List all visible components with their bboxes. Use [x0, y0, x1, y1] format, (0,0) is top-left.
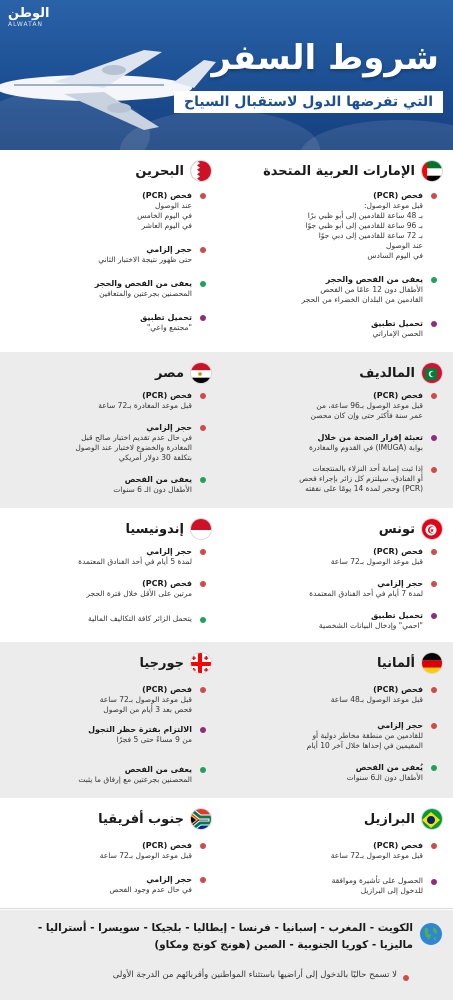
maldives-flag-icon	[421, 362, 443, 384]
bahrain-flag-icon	[190, 160, 212, 182]
divider	[0, 908, 453, 909]
requirement-item: يعفى من الفحص والحجر الأطفال دون 12 عامًا من الفحص القادمين من البلدان الخضراء من الحجر	[237, 274, 423, 305]
requirement-item: تحميل تطبيق "احمي" وإدخال البيانات الشخصية	[237, 610, 423, 631]
germany-flag-icon	[421, 652, 443, 674]
country-card-uae	[231, 150, 453, 352]
country-name: المالديف	[359, 365, 415, 381]
requirement-item: حجر إلزامي حتى ظهور نتيجة الاختبار الثاني	[6, 244, 192, 265]
requirement-item: فحص (PCR) قبل موعد الوصول بـ48 ساعة	[237, 684, 423, 705]
cloud-shape	[300, 120, 453, 150]
uae-flag-icon	[421, 160, 443, 182]
country-card-egypt	[0, 352, 222, 508]
country-card-brazil	[231, 798, 453, 910]
airplane-icon	[0, 30, 224, 140]
south-africa-flag-icon	[190, 808, 212, 830]
requirement-item: يعفى من الفحص الأطفال دون الـ 6 سنوات	[6, 474, 192, 495]
country-name: تونس	[378, 521, 415, 537]
section-uae-bahrain	[0, 150, 453, 352]
requirement-item: يعفى من الفحص والحجر المحصنين بجرعتين والمتعافين	[6, 278, 192, 299]
egypt-flag-icon	[190, 362, 212, 384]
country-name: البحرين	[135, 163, 184, 179]
requirement-item: تحميل تطبيق "مجتمع واعي"	[6, 312, 192, 333]
restricted-countries-panel	[0, 910, 453, 1000]
bullet-dot	[403, 975, 409, 981]
brand-logo: الوطن ALWATAN	[8, 6, 50, 28]
requirement-item: فحص (PCR) قبل موعد الوصول بـ72 ساعة فحص بعد 3 أيام من الوصول	[6, 684, 192, 715]
requirement-item: تحميل تطبيق الحصن الإماراتي	[237, 318, 423, 339]
requirement-item: حجر إلزامي للقادمين من منطقة مخاطر دولية أو المقيمين في إحداها خلال آخر 10 أيام	[237, 720, 423, 751]
requirement-item: حجر إلزامي في حال عدم تقديم اختبار صالح قبل المغادرة والخضوع لاختبار عند الوصول بتكلفة 30 دولار أمريكي	[6, 422, 192, 463]
country-card-georgia	[0, 642, 222, 798]
requirement-item: فحص (PCR) قبل موعد المغادرة بـ72 ساعة	[6, 390, 192, 411]
requirement-item: حجر إلزامي لمدة 5 أيام في أحد الفنادق المعتمدة	[6, 546, 192, 567]
country-card-tunisia	[231, 508, 453, 642]
requirement-item: يتحمل الزائر كافة التكاليف المالية	[6, 614, 192, 624]
globe-icon	[419, 922, 443, 946]
indonesia-flag-icon	[190, 518, 212, 540]
requirement-item: يُعفى من الفحص الأطفال دون الـ6 سنوات	[237, 762, 423, 783]
country-name: إندونيسيا	[125, 521, 184, 537]
requirement-item: فحص (PCR) قبل موعد الوصول بـ96 ساعة، من عمر سنة فأكثر حتى وإن كان محصن	[237, 390, 423, 421]
country-card-maldives	[231, 352, 453, 508]
requirement-item: حجر إلزامي في حال عدم وجود الفحص	[6, 874, 192, 895]
tunisia-flag-icon	[421, 518, 443, 540]
restriction-note: لا تسمح حاليًا بالدخول إلى أراضيها باستثناء المواطنين وأقربائهم من الدرجة الأولى	[112, 970, 397, 980]
requirement-item: الالتزام بفترة حظر التجول من 9 مساءً حتى 5 فجرًا	[6, 724, 192, 745]
requirement-item: حجر إلزامي لمدة 7 أيام في أحد الفنادق المعتمدة	[237, 578, 423, 599]
country-name: مصر	[155, 365, 184, 381]
country-name: جورجيا	[139, 655, 184, 671]
requirement-item: فحص (PCR) مرتين على الأقل خلال فترة الحجر	[6, 578, 192, 599]
header-banner	[0, 0, 453, 150]
page-subtitle: التي تفرضها الدول لاستقبال السياح	[174, 91, 443, 113]
section-germany-georgia	[0, 642, 453, 798]
georgia-flag-icon	[190, 652, 212, 674]
requirement-item: يعفى من الفحص المحصنين بجرعتين مع إرفاق ما يثبت	[6, 764, 192, 785]
requirement-item: فحص (PCR) قبل موعد الوصول بـ72 ساعة	[6, 840, 192, 861]
country-card-south-africa	[0, 798, 222, 910]
section-maldives-egypt	[0, 352, 453, 508]
requirement-item: تعبئة إقرار الصحة من خلال بوابة (IMUGA) في القدوم والمغادرة	[237, 432, 423, 453]
country-name: ألمانيا	[376, 655, 415, 671]
country-card-indonesia	[0, 508, 222, 642]
country-name: الإمارات العربية المتحدة	[263, 163, 415, 179]
requirement-item: إذا ثبت إصابة أحد النزلاء بالمنتجعات أو الفنادق، سيلتزم كل زائر بإجراء فحص (PCR) وحجر لمدة 14 يومًا على نفقته	[237, 464, 423, 494]
requirement-item: فحص (PCR) قبل موعد الوصول بـ72 ساعة	[237, 840, 423, 861]
country-name: البرازيل	[363, 811, 415, 827]
requirement-item: فحص (PCR) قبل موعد الوصول: بـ 48 ساعة للقادمين إلى أبو ظبي برًا بـ 96 ساعة للقادمين إلى أبو ظبي جوًا بـ 72 ساعة للقادمين إلى دبي جوًا عند الوصول في اليوم السادس	[237, 190, 423, 261]
requirement-item: فحص (PCR) قبل موعد الوصول بـ72 ساعة	[237, 546, 423, 567]
section-brazil-south-africa	[0, 798, 453, 910]
page-title: شروط السفر	[211, 38, 439, 78]
requirement-item: الحصول على تأشيرة وموافقة للدخول إلى البرازيل	[237, 876, 423, 896]
brazil-flag-icon	[421, 808, 443, 830]
requirement-item: فحص (PCR) عند الوصول في اليوم الخامس في اليوم العاشر	[6, 190, 192, 231]
country-name: جنوب أفريقيا	[98, 811, 184, 827]
restricted-countries-list: الكويت - المغرب - إسبانيا - فرنسا - إيطاليا - بلجيكا - سويسرا - أستراليا - ماليزيا - كوريا الجنوبية - الصين (هونج كونج ومكاو)	[37, 922, 413, 951]
country-card-bahrain	[0, 150, 222, 352]
country-card-germany	[231, 642, 453, 798]
section-tunisia-indonesia	[0, 508, 453, 642]
